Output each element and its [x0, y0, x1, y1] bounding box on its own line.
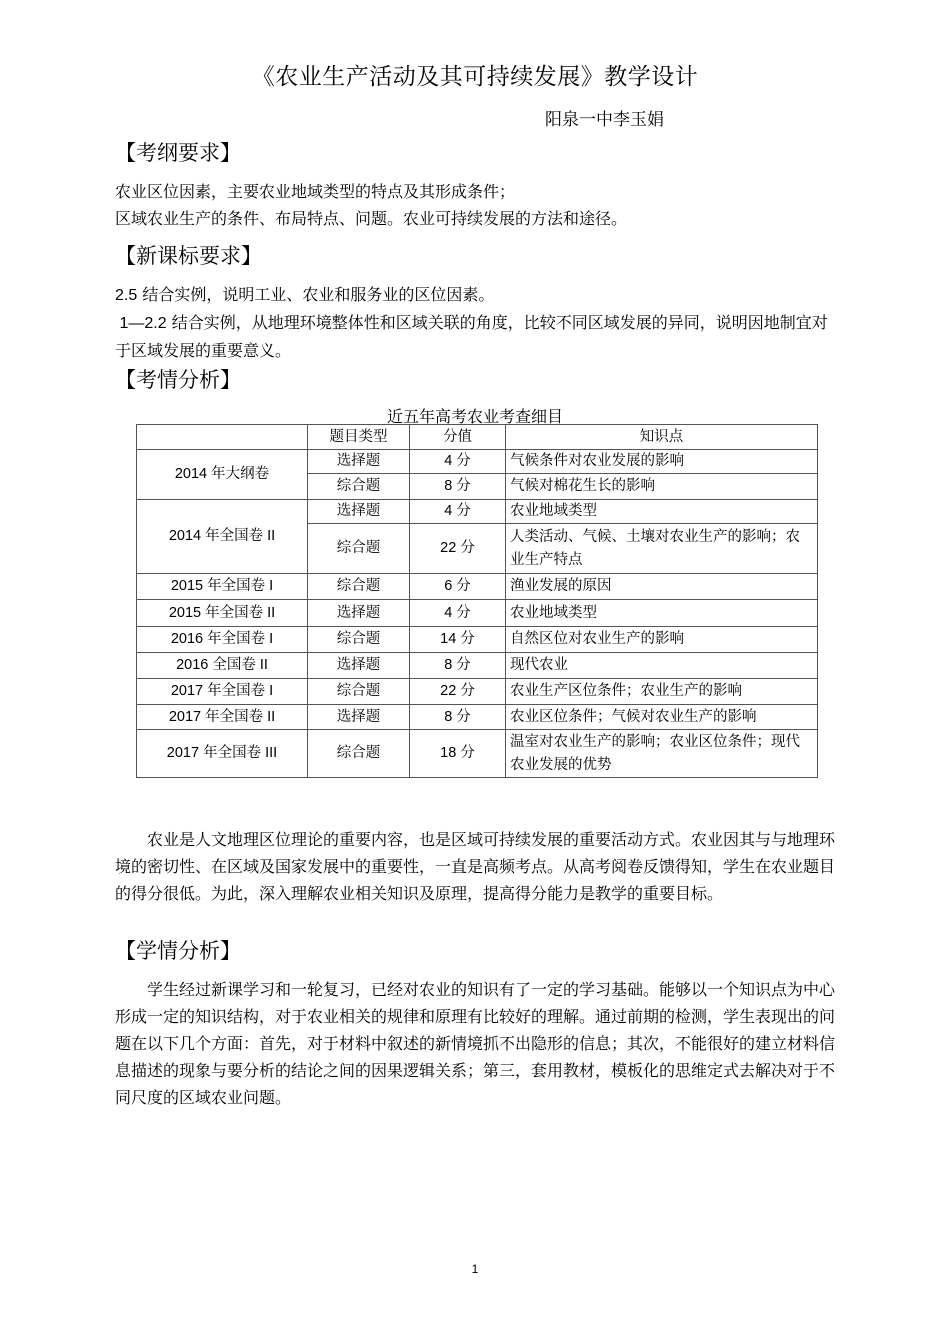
curriculum-line-1-text: 结合实例，说明工业、农业和服务业的区位因素。 [142, 285, 495, 304]
table-row [137, 653, 818, 679]
student-analysis-heading: 【学情分析】 [115, 939, 241, 963]
header-cell-type: 题目类型 [308, 425, 410, 450]
score-cell: 8 分 [410, 474, 506, 500]
exam-analysis-heading: 【考情分析】 [115, 368, 241, 392]
exam-cell: 2014 年全国卷 II [137, 500, 308, 574]
exam-cell: 2016 年全国卷 I [137, 627, 308, 653]
score-cell: 8 分 [410, 653, 506, 679]
type-cell: 选择题 [308, 450, 410, 474]
table-row [137, 627, 818, 653]
syllabus-line-1: 农业区位因素，主要农业地域类型的特点及其形成条件； [115, 182, 516, 201]
score-cell: 4 分 [410, 450, 506, 474]
table-row [137, 500, 818, 524]
point-cell: 农业生产区位条件；农业生产的影响 [506, 679, 818, 705]
point-cell: 人类活动、气候、土壤对农业生产的影响；农业生产特点 [506, 524, 818, 574]
syllabus-text [115, 178, 835, 232]
document-title: 《农业生产活动及其可持续发展》教学设计 [251, 64, 699, 90]
curriculum-heading: 【新课标要求】 [115, 244, 262, 268]
point-cell: 农业地域类型 [506, 500, 818, 524]
table-caption: 近五年高考农业考查细目 [386, 407, 563, 426]
student-analysis-paragraph: 学生经过新课学习和一轮复习，已经对农业的知识有了一定的学习基础。能够以一个知识点为中心形成一定的知识结构，对于农业相关的规律和原理有比较好的理解。通过前期的检测，学生表现出的问题在以下几个方面：首先，对于材料中叙述的新情境抓不出隐形的信息；其次，不能很好的建立材料信息描述的现象与要分析的结论之间的因果逻辑关系；第三，套用教材，模板化的思维定式去解决对于不同尺度的区域农业问题。 [115, 980, 836, 1107]
type-cell: 选择题 [308, 500, 410, 524]
type-cell: 综合题 [308, 627, 410, 653]
point-cell: 气候条件对农业发展的影响 [506, 450, 818, 474]
type-cell: 选择题 [308, 600, 410, 627]
type-cell: 综合题 [308, 574, 410, 600]
table-header-row [137, 425, 818, 450]
type-cell: 综合题 [308, 474, 410, 500]
type-cell: 选择题 [308, 653, 410, 679]
curriculum-line-2-text: 结合实例，从地理环境整体性和区域关联的角度，比较不同区域发展的异同，说明因地制宜对于区域发展的重要意义。 [115, 313, 828, 360]
exam-table [136, 424, 818, 778]
exam-cell: 2016 全国卷 II [137, 653, 308, 679]
score-cell: 22 分 [410, 524, 506, 574]
table-row [137, 450, 818, 474]
header-cell-score: 分值 [410, 425, 506, 450]
exam-cell: 2017 年全国卷 II [137, 705, 308, 730]
exam-cell: 2017 年全国卷 III [137, 730, 308, 778]
curriculum-line-2-number: 1—2.2 [115, 315, 167, 332]
type-cell: 综合题 [308, 524, 410, 574]
exam-cell: 2017 年全国卷 I [137, 679, 308, 705]
curriculum-line-2 [115, 309, 835, 364]
type-cell: 综合题 [308, 730, 410, 778]
point-cell: 农业地域类型 [506, 600, 818, 627]
header-cell-exam [137, 425, 308, 450]
type-cell: 综合题 [308, 679, 410, 705]
point-cell: 自然区位对农业生产的影响 [506, 627, 818, 653]
exam-analysis-paragraph: 农业是人文地理区位理论的重要内容，也是区域可持续发展的重要活动方式。农业因其与与地理环境的密切性、在区域及国家发展中的重要性，一直是高频考点。从高考阅卷反馈得知，学生在农业题目的得分很低。为此，深入理解农业相关知识及原理，提高得分能力是教学的重要目标。 [115, 830, 836, 903]
exam-cell: 2014 年大纲卷 [137, 450, 308, 500]
table-row [137, 679, 818, 705]
curriculum-text [115, 281, 835, 364]
score-cell: 6 分 [410, 574, 506, 600]
score-cell: 18 分 [410, 730, 506, 778]
table-row [137, 705, 818, 730]
curriculum-line-1 [115, 281, 835, 309]
point-cell: 渔业发展的原因 [506, 574, 818, 600]
score-cell: 4 分 [410, 500, 506, 524]
point-cell: 现代农业 [506, 653, 818, 679]
syllabus-heading: 【考纲要求】 [115, 141, 241, 165]
header-cell-point: 知识点 [506, 425, 818, 450]
document-author: 阳泉一中李玉娟 [545, 110, 664, 130]
syllabus-line-2: 区域农业生产的条件、布局特点、问题。农业可持续发展的方法和途径。 [115, 209, 628, 228]
table-row [137, 600, 818, 627]
point-cell: 气候对棉花生长的影响 [506, 474, 818, 500]
table-row [137, 730, 818, 778]
curriculum-line-1-number: 2.5 [115, 287, 138, 304]
score-cell: 8 分 [410, 705, 506, 730]
score-cell: 14 分 [410, 627, 506, 653]
type-cell: 选择题 [308, 705, 410, 730]
score-cell: 4 分 [410, 600, 506, 627]
point-cell: 温室对农业生产的影响；农业区位条件；现代农业发展的优势 [506, 730, 818, 778]
page-number: 1 [471, 1262, 479, 1276]
table-row [137, 574, 818, 600]
exam-cell: 2015 年全国卷 II [137, 600, 308, 627]
exam-cell: 2015 年全国卷 I [137, 574, 308, 600]
score-cell: 22 分 [410, 679, 506, 705]
point-cell: 农业区位条件；气候对农业生产的影响 [506, 705, 818, 730]
